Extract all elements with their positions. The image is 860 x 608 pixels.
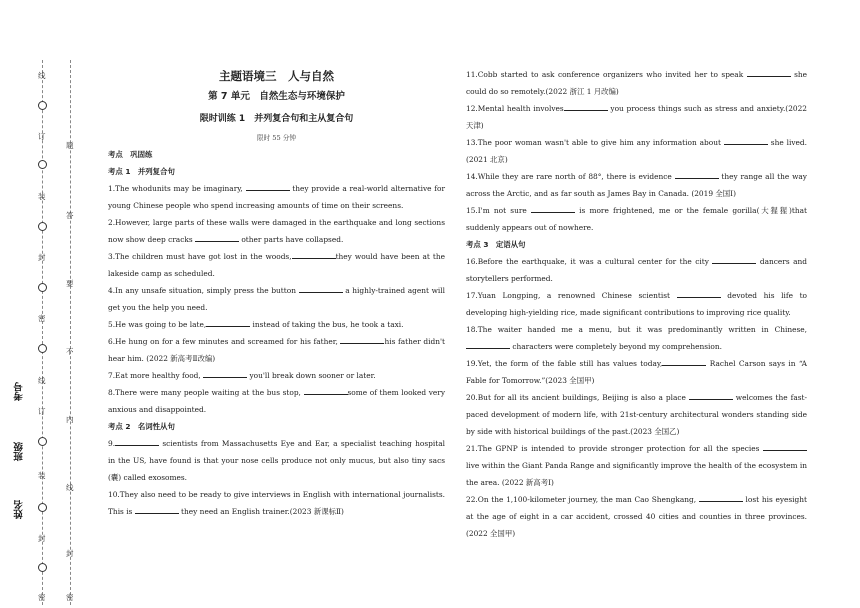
right-column [466,66,807,542]
answer-blank[interactable] [304,386,348,395]
question-6: 6.He hung on for a few minutes and screamed for his father, his father didn't hear him. (2022 新高考Ⅱ改编) [108,337,445,363]
theme-title: 主题语境三 人与自然 [219,69,334,83]
answer-blank[interactable] [466,340,510,349]
answer-blank[interactable] [195,233,239,242]
binding-char: 题 [66,141,74,150]
answer-blank[interactable] [724,136,768,145]
question-10: 10.They also need to be ready to give interviews in English with international journalists. This is they need an English trainer.(2023 新课标Ⅱ) [108,490,445,516]
binding-strip [0,0,80,608]
binding-hole [38,160,47,169]
answer-blank[interactable] [340,335,384,344]
exam-number-label: 考号 [14,382,25,401]
answer-blank[interactable] [564,102,608,111]
binding-hole [38,101,47,110]
answer-blank[interactable] [206,318,250,327]
binding-char: 封 [38,534,46,543]
binding-char: 线 [38,71,46,80]
answer-blank[interactable] [662,357,706,366]
question-3: 3.The children must have got lost in the woods, they would have been at the lakeside camp as scheduled. [108,252,446,278]
answer-blank[interactable] [299,284,343,293]
question-11: 11.Cobb started to ask conference organizers who invited her to speak she could do so remotely.(2022 浙江 1 月改编) [466,70,807,96]
question-7: 7.Eat more healthy food, you'll break down sooner or later. [108,371,376,380]
binding-char: 订 [38,132,46,141]
question-20: 20.But for all its ancient buildings, Beijing is also a place welcomes the fast-paced development of modern life, with 21st-century architectural wonders standing side by side with historical buildings of the past.(2023 全国乙) [466,393,807,436]
answer-blank[interactable] [677,289,721,298]
question-1: 1.The whodunits may be imaginary, they provide a real-world alternative for young Chinese people who spend increasing amounts of time on their screens. [108,184,445,210]
section-heading: 考点 3 定语从句 [466,240,526,249]
question-13: 13.The poor woman wasn't able to give him any information about she lived.(2021 北京) [466,138,807,164]
answer-blank[interactable] [747,68,791,77]
left-column [108,66,445,520]
question-14: 14.While they are rare north of 88°, there is evidence they range all the way across the Arctic, and as far south as James Bay in Canada. (2019 全国Ⅰ) [466,172,807,198]
binding-char: 装 [38,192,46,201]
question-21: 21.The GPNP is intended to provide stronger protection for all the species live within the Giant Panda Range and significantly improve the health of the ecosystem in the area. (2022 新高考Ⅰ) [466,444,807,487]
answer-blank[interactable] [531,204,575,213]
binding-hole [38,503,47,512]
binding-char: 密 [38,593,46,602]
answer-blank[interactable] [115,437,159,446]
binding-char: 不 [66,347,74,356]
answer-blank[interactable] [292,250,336,259]
binding-char: 内 [66,415,74,424]
answer-blank[interactable] [699,493,743,502]
answer-blank[interactable] [246,182,290,191]
binding-char: 封 [38,253,46,262]
answer-blank[interactable] [203,369,247,378]
section-heading: 考点 1 并列复合句 [108,167,175,176]
question-18: 18.The waiter handed me a menu, but it was predominantly written in Chinese, characters were completely beyond my comprehension. [466,325,807,351]
binding-hole [38,563,47,572]
time-limit: 限时 55 分钟 [257,134,296,142]
binding-char: 密 [38,314,46,323]
class-label: 班级 [14,442,25,461]
binding-char: 线 [66,483,74,492]
question-19: 19.Yet, the form of the fable still has values today, Rachel Carson says in “A Fable for Tomorrow.”(2023 全国甲) [466,359,807,385]
drill-title: 限时训练 1 并列复合句和主从复合句 [199,114,354,124]
binding-hole [38,222,47,231]
question-16: 16.Before the earthquake, it was a cultural center for the city dancers and storytellers performed. [466,257,807,283]
binding-char: 线 [38,376,46,385]
question-9: 9. scientists from Massachusetts Eye and Ear, a specialist teaching hospital in the US, have found is that your nose cells produce not only mucus, but also tiny sacs (囊) called exosomes. [108,439,445,482]
section-heading: 考点 巩固练 [108,150,153,159]
answer-blank[interactable] [763,442,807,451]
binding-char: 封 [66,549,74,558]
binding-char: 要 [66,279,74,288]
question-4: 4.In any unsafe situation, simply press the button a highly-trained agent will get you the help you need. [108,286,445,312]
question-22: 22.On the 1,100-kilometer journey, the man Cao Shengkang, lost his eyesight at the age of eight in a car accident, crossed 40 cities and counties in three provinces. (2022 全国甲) [466,495,807,538]
binding-char: 订 [38,407,46,416]
answer-blank[interactable] [712,255,756,264]
section-heading: 考点 2 名词性从句 [108,422,175,431]
binding-hole [38,437,47,446]
question-12: 12.Mental health involves you process things such as stress and anxiety.(2022 天津) [466,104,807,130]
binding-hole [38,283,47,292]
answer-blank[interactable] [689,391,733,400]
binding-char: 密 [66,593,74,602]
question-17: 17.Yuan Longping, a renowned Chinese scientist devoted his life to developing high-yielding rice, made significant contributions to improving rice quality. [466,291,807,317]
answer-blank[interactable] [675,170,719,179]
binding-char: 答 [66,211,74,220]
question-15: 15.I'm not sure is more frightened, me or the female gorilla(大猩猩)that suddenly appears out of nowhere. [466,206,807,232]
name-label: 姓名 [14,500,25,519]
unit-title: 第 7 单元 自然生态与环境保护 [208,91,345,102]
question-5: 5.He was going to be late, instead of taking the bus, he took a taxi. [108,320,404,329]
answer-blank[interactable] [135,505,179,514]
binding-char: 装 [38,471,46,480]
binding-hole [38,344,47,353]
question-2: 2.However, large parts of these walls were damaged in the earthquake and long sections now show deep cracks other parts have collapsed. [108,218,445,244]
question-8: 8.There were many people waiting at the bus stop, some of them looked very anxious and disappointed. [108,388,445,414]
